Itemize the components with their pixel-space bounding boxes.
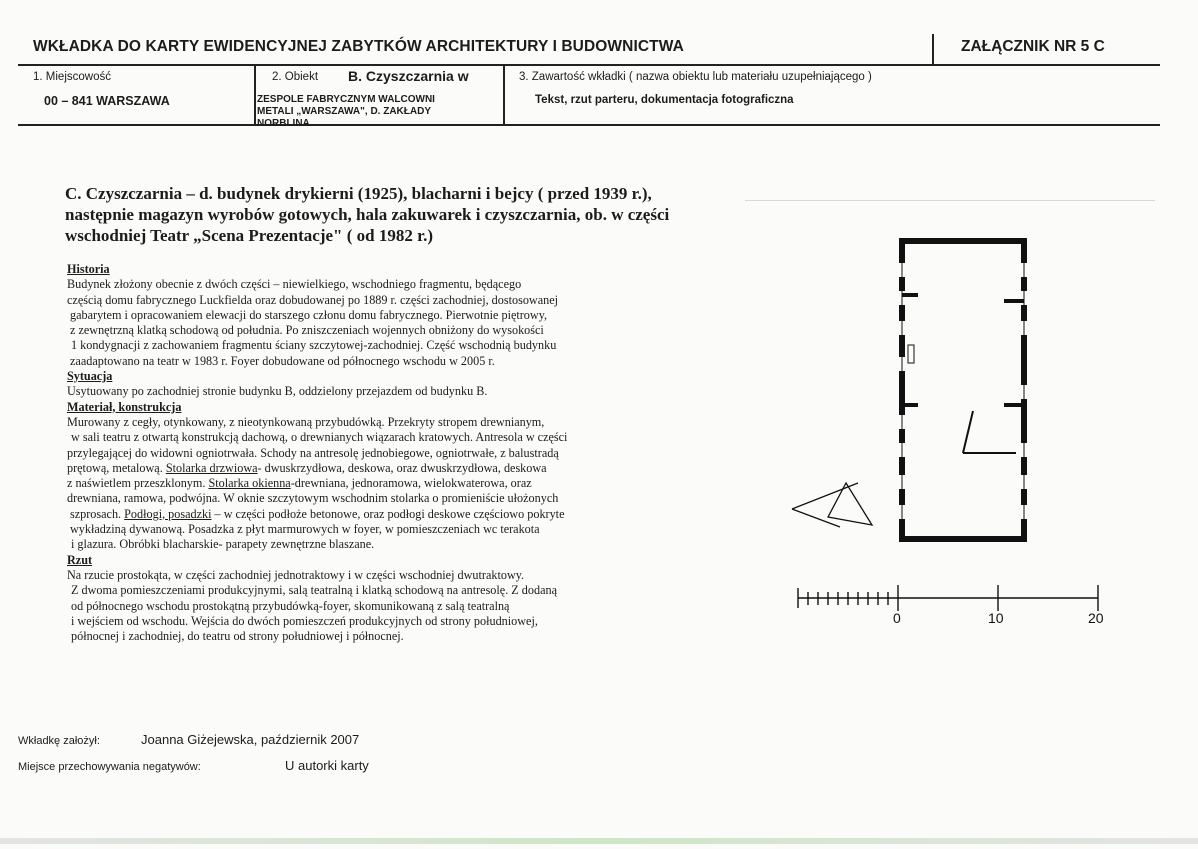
title-divider: [932, 34, 934, 64]
object-line-2: METALI „WARSZAWA", D. ZAKŁADY: [257, 106, 431, 117]
storage-value: U autorki karty: [285, 758, 369, 773]
heading-line: C. Czyszczarnia – d. budynek drykierni (1925), blacharni i bejcy ( przed 1939 r.),: [65, 184, 652, 203]
object-description: [257, 94, 501, 129]
historia-line: częścią domu fabrycznego Luckfielda oraz dobudowanej po 1889 r. części zachodniej, dostosowanej: [67, 292, 559, 307]
document-title: WKŁADKA DO KARTY EWIDENCYJNEJ ZABYTKÓW ARCHITEKTURY I BUDOWNICTWA: [33, 38, 684, 55]
rzut-line: Na rzucie prostokąta, w części zachodniej jednotraktowy i w części wschodniej dwutraktowy.: [67, 567, 525, 582]
material-title: Materiał, konstrukcja: [67, 399, 182, 414]
object-label: 2. Obiekt: [272, 71, 319, 83]
door-joinery-term: Stolarka drzwiowa: [165, 460, 258, 475]
floor-plan-drawing: [780, 225, 1120, 635]
annex-number: ZAŁĄCZNIK NR 5 C: [961, 38, 1105, 55]
object-value: B. Czyszczarnia w: [348, 68, 469, 84]
material-text: z naświetlem przeszklonym.: [67, 476, 209, 491]
material-line: przylegającej do widowni ogniotrwała. Schody na antresolę jednobiegowe, ogniotrwałe, z balustradą: [67, 445, 559, 460]
object-line-3: NORBLINA: [257, 118, 310, 129]
historia-line: z zewnętrzną klatką schodową od południa. Po zniszczeniach wojennych obniżony do wysokości: [70, 323, 544, 338]
historia-line: Budynek złożony obecnie z dwóch części – niewielkiego, wschodniego fragmentu, będącego: [67, 277, 522, 292]
material-text: -drewniana, jednoramowa, wielokwaterowa, oraz: [290, 476, 532, 491]
material-text: prętową, metalową.: [67, 460, 166, 475]
field-divider-1: [254, 65, 256, 125]
historia-line: zaadaptowano na teatr w 1983 r. Foyer dobudowane od północnego wschodu w 2005 r.: [70, 353, 495, 368]
field-divider-2: [503, 65, 505, 125]
scale-tick-20: 20: [1088, 610, 1104, 626]
rzut-line: Z dwoma pomieszczeniami produkcyjnymi, salą teatralną i klatką schodową na antresolę. Z dodaną: [71, 583, 557, 598]
material-line: [67, 461, 707, 476]
heading-line: wschodniej Teatr „Scena Prezentacje" ( od 1982 r.): [65, 226, 433, 245]
header-rule: [18, 64, 1160, 66]
floors-term: Podłogi, posadzki: [124, 506, 212, 521]
sytuacja-line: Usytuowany po zachodniej stronie budynku B, oddzielony przejazdem od budynku B.: [67, 384, 488, 399]
historia-title: Historia: [67, 262, 110, 276]
author-label: Wkładkę założył:: [18, 735, 100, 747]
material-line: wykładziną dywanową. Posadzka z płyt marmurowych w foyer, w pomieszczeniach wc terakota: [70, 522, 540, 537]
content-label: 3. Zawartość wkładki ( nazwa obiektu lub materiału uzupełniającego ): [519, 71, 872, 83]
scan-artifact-line: [745, 200, 1155, 201]
sytuacja-title: Sytuacja: [67, 369, 113, 384]
heading-line: następnie magazyn wyrobów gotowych, hala zakuwarek i czyszczarnia, ob. w części: [65, 205, 670, 224]
rzut-line: od północnego wschodu prostokątną przybudówką-foyer, skomunikowaną z salą teatralną: [71, 598, 510, 613]
scale-bar: [798, 585, 1098, 611]
fields-bottom-rule: [18, 124, 1160, 126]
material-line: [67, 476, 707, 491]
rzut-line: i wejściem od wschodu. Wejścia do dwóch pomieszczeń produkcyjnych od strony południowej,: [71, 613, 538, 628]
window-joinery-term: Stolarka okienna: [208, 476, 291, 491]
locality-label: 1. Miejscowość: [33, 71, 111, 83]
scale-tick-0: 0: [893, 610, 901, 626]
storage-label: Miejsce przechowywania negatywów:: [18, 761, 201, 773]
north-arrow: [792, 483, 872, 527]
rzut-line: północnej i zachodniej, do teatru od strony południowej i północnej.: [71, 629, 404, 644]
content-value: Tekst, rzut parteru, dokumentacja fotograficzna: [535, 94, 794, 106]
material-line: i glazura. Obróbki blacharskie- parapety zewnętrzne blaszane.: [71, 537, 375, 552]
locality-value: 00 – 841 WARSZAWA: [44, 94, 170, 108]
historia-line: gabarytem i opracowaniem elewacji do starszego członu domu fabrycznego. Pierwotnie piętrowy,: [70, 307, 548, 322]
section-heading: [65, 183, 705, 246]
material-line: drewniana, ramowa, podwójna. W oknie szczytowym wschodnim stolarka o promieniście ułożonych: [67, 491, 559, 506]
rzut-title: Rzut: [67, 552, 93, 567]
historia-line: 1 kondygnacji z zachowaniem fragmentu ściany szczytowej-zachodniej. Część wschodnią budynku: [71, 338, 557, 353]
material-line: Murowany z cegły, otynkowany, z nieotynkowaną przybudówką. Przekryty stropem drewnianym,: [67, 414, 545, 429]
description-text: [67, 262, 707, 644]
material-text: – w części podłoże betonowe, oraz podłogi deskowe częściowo pokryte: [211, 506, 565, 521]
floor-plan-outline: [902, 241, 1024, 539]
material-text: szprosach.: [70, 506, 125, 521]
material-line: w sali teatru z otwartą konstrukcją dachową, o drewnianych wiązarach kratowych. Antresola w części: [71, 430, 568, 445]
material-text: - dwuskrzydłowa, deskowa, oraz dwuskrzydłowa, deskowa: [257, 460, 547, 475]
material-line: [67, 507, 707, 522]
author-value: Joanna Giżejewska, październik 2007: [141, 732, 360, 747]
object-line-1: ZESPOLE FABRYCZNYM WALCOWNI: [257, 94, 435, 105]
scan-edge: [0, 838, 1198, 844]
scale-tick-10: 10: [988, 610, 1004, 626]
